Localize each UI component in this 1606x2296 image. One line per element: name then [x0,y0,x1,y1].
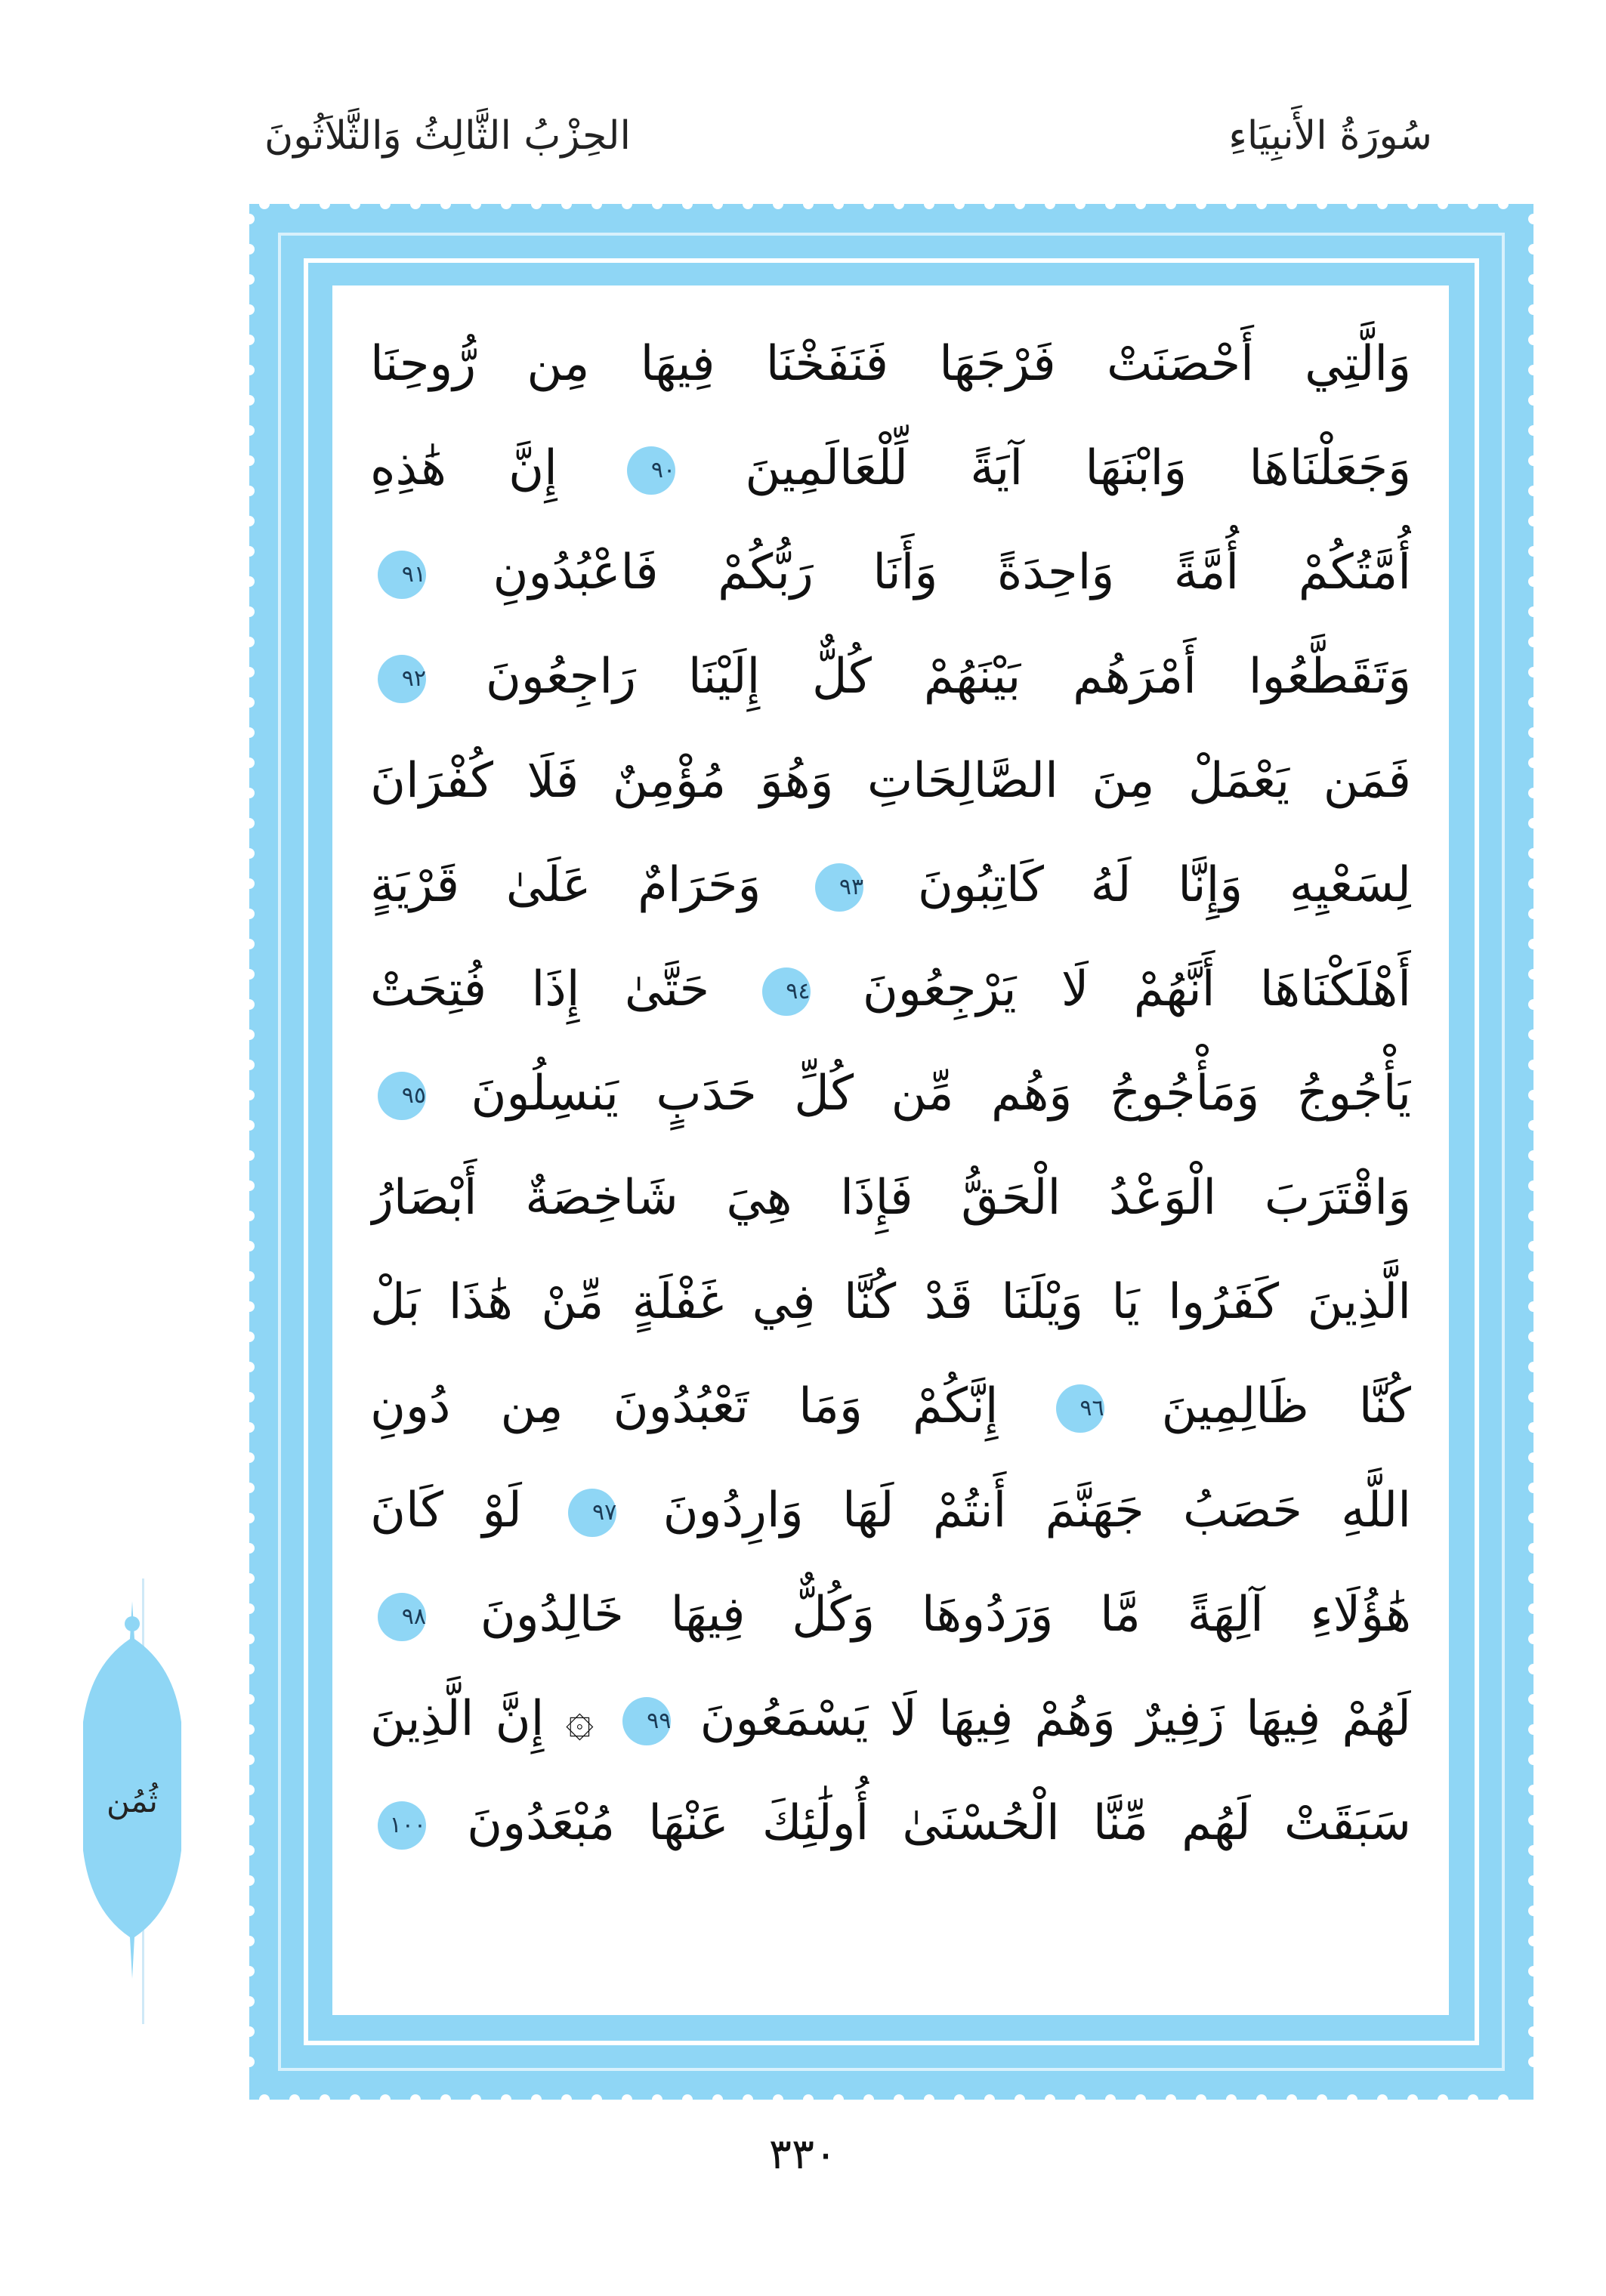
verse-line [370,937,1411,1042]
text-panel [332,285,1449,2015]
verse-line [370,416,1411,520]
ayah-number-marker: ٩٢ [378,655,426,703]
verse-line [370,1667,1411,1771]
verse-text: وَاقْتَرَبَ الْوَعْدُ الْحَقُّ فَإِذَا هِيَ شَاخِصَةٌ أَبْصَارُ [370,1170,1411,1226]
verse-text: وَتَقَطَّعُوا أَمْرَهُم بَيْنَهُمْ كُلٌّ إِلَيْنَا رَاجِعُونَ [485,649,1411,705]
verse-line [370,1771,1411,1875]
ayah-number-marker: ١٠٠ [378,1801,426,1850]
verse-text: إِنَّكُمْ وَمَا تَعْبُدُونَ مِن دُونِ [370,1378,999,1434]
verse-text: لَهُمْ فِيهَا زَفِيرٌ وَهُمْ فِيهَا لَا يَسْمَعُونَ [700,1691,1411,1747]
ayah-number-marker: ٩٧ [568,1489,616,1537]
verse-text: يَأْجُوجُ وَمَأْجُوجُ وَهُم مِّن كُلِّ حَدَبٍ يَنسِلُونَ [471,1066,1411,1122]
verse-text: لِسَعْيِهِ وَإِنَّا لَهُ كَاتِبُونَ [917,857,1411,913]
ayah-number-marker: ٩٠ [627,446,675,495]
verse-text: الَّذِينَ كَفَرُوا يَا وَيْلَنَا قَدْ كُنَّا فِي غَفْلَةٍ مِّنْ هَٰذَا بَلْ [370,1274,1411,1330]
verse-text: وَحَرَامٌ عَلَىٰ قَرْيَةٍ [370,857,761,913]
ayah-number-marker: ٩١ [378,551,426,599]
verse-text: حَتَّىٰ إِذَا فُتِحَتْ [370,961,710,1017]
verse-line [370,729,1411,833]
verse-line [370,1354,1411,1458]
verse-line [370,1042,1411,1146]
ayah-number-marker: ٩٥ [378,1072,426,1120]
verse-text: أَهْلَكْنَاهَا أَنَّهُمْ لَا يَرْجِعُونَ [862,961,1411,1017]
surah-title: سُورَةُ الأَنبِيَاءِ [1228,113,1432,159]
hizb-marker-label: ثُمُن [107,1782,158,1819]
verse-text: أُمَّتُكُمْ أُمَّةً وَاحِدَةً وَأَنَا رَبُّكُمْ فَاعْبُدُونِ [493,545,1411,600]
ayah-number-marker: ٩٨ [378,1593,426,1641]
verse-line [370,1563,1411,1667]
verse-text: كُنَّا ظَالِمِينَ [1161,1378,1411,1434]
ayah-number-marker: ٩٣ [815,863,863,912]
verse-line [370,520,1411,625]
verse-text: وَالَّتِي أَحْصَنَتْ فَرْجَهَا فَنَفَخْنَا فِيهَا مِن رُّوحِنَا [370,336,1411,392]
verse-text: إِنَّ هَٰذِهِ [370,440,557,496]
verse-line [370,833,1411,937]
verse-text: ۞ إِنَّ الَّذِينَ [370,1691,595,1747]
verse-text: وَجَعَلْنَاهَا وَابْنَهَا آيَةً لِّلْعَالَمِينَ [745,440,1411,496]
verse-line [370,312,1411,416]
ayah-number-marker: ٩٤ [762,967,811,1016]
page-frame [249,204,1533,2100]
verse-line [370,1458,1411,1563]
verse-text: فَمَن يَعْمَلْ مِنَ الصَّالِحَاتِ وَهُوَ مُؤْمِنٌ فَلَا كُفْرَانَ [370,753,1411,809]
ayah-number-marker: ٩٩ [622,1697,671,1745]
verse-lines [370,312,1411,1875]
verse-text: سَبَقَتْ لَهُم مِّنَّا الْحُسْنَىٰ أُولَٰئِكَ عَنْهَا مُبْعَدُونَ [467,1795,1411,1851]
verse-line [370,1146,1411,1250]
verse-line [370,625,1411,729]
hizb-title: الحِزْبُ الثَّالِثُ وَالثَّلاَثُونَ [264,113,631,159]
verse-text: هَٰؤُلَاءِ آلِهَةً مَّا وَرَدُوهَا وَكُلٌّ فِيهَا خَالِدُونَ [480,1587,1411,1643]
verse-line [370,1250,1411,1354]
verse-text: اللَّهِ حَصَبُ جَهَنَّمَ أَنتُمْ لَهَا وَارِدُونَ [662,1483,1411,1538]
verse-text: لَوْ كَانَ [370,1483,522,1538]
ayah-number-marker: ٩٦ [1056,1384,1104,1433]
page-number: ٣٣٠ [768,2130,838,2179]
